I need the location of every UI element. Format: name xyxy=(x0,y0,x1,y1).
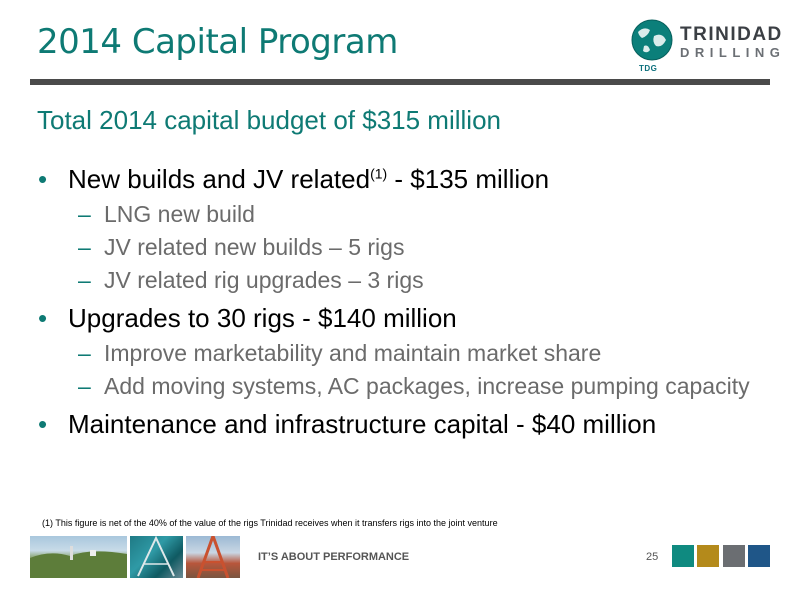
rig-image xyxy=(130,536,183,578)
bullet-item xyxy=(38,407,768,441)
sub-bullet-text: LNG new build xyxy=(104,201,255,227)
sub-bullet-text: Improve marketability and maintain market share xyxy=(104,340,602,366)
sub-bullet-dash: – xyxy=(78,201,91,227)
footnote-ref: (1) xyxy=(370,165,388,182)
bullet-dot: • xyxy=(38,409,48,439)
sub-bullet-item xyxy=(38,339,768,368)
sub-bullet-dash: – xyxy=(78,340,91,366)
sub-bullet-dash: – xyxy=(78,234,91,260)
sub-bullet-text: JV related new builds – 5 rigs xyxy=(104,234,405,260)
globe-icon xyxy=(630,18,674,62)
bullet-dot: • xyxy=(38,303,48,333)
slide-subtitle: Total 2014 capital budget of $315 million xyxy=(37,105,501,135)
color-swatch-gold xyxy=(697,545,719,567)
footer-photo-landscape xyxy=(30,536,127,578)
color-swatch-blue xyxy=(748,545,770,567)
derrick-image xyxy=(186,536,240,578)
logo-text-tdg: TDG xyxy=(639,64,658,73)
sub-bullet-text: JV related rig upgrades – 3 rigs xyxy=(104,267,424,293)
footer-tagline: IT’S ABOUT PERFORMANCE xyxy=(258,551,410,563)
sub-bullet-dash: – xyxy=(78,267,91,293)
page-number: 25 xyxy=(646,551,659,563)
footnote: (1) This figure is net of the 40% of the value of the rigs Trinidad receives when it transfers rigs into the joint venture xyxy=(42,518,498,528)
bullet-list xyxy=(38,156,768,441)
sub-bullet-item xyxy=(38,372,768,401)
sub-bullet-item xyxy=(38,200,768,229)
bullet-text: Maintenance and infrastructure capital - $40 million xyxy=(68,409,657,439)
logo-text-trinidad: TRINIDAD xyxy=(680,24,783,45)
sub-bullet-item xyxy=(38,266,768,295)
company-logo xyxy=(628,14,786,74)
bullet-text: Upgrades to 30 rigs - $140 million xyxy=(68,303,457,333)
slide-title: 2014 Capital Program xyxy=(37,22,398,62)
bullet-text: New builds and JV related xyxy=(68,164,371,194)
color-swatch-teal xyxy=(672,545,694,567)
bullet-item xyxy=(38,301,768,335)
bullet-amount: - $135 million xyxy=(387,164,550,194)
footer-photo-rig xyxy=(130,536,183,578)
sub-bullet-item xyxy=(38,233,768,262)
bullet-dot: • xyxy=(38,164,48,194)
footer-photo-derrick xyxy=(186,536,240,578)
landscape-image xyxy=(30,536,127,578)
color-swatch-gray xyxy=(723,545,745,567)
sub-bullet-dash: – xyxy=(78,373,91,399)
logo-text-drilling: DRILLING xyxy=(680,45,786,60)
header-divider xyxy=(30,79,770,85)
bullet-item xyxy=(38,162,768,196)
sub-bullet-text: Add moving systems, AC packages, increase pumping capacity xyxy=(104,373,750,399)
